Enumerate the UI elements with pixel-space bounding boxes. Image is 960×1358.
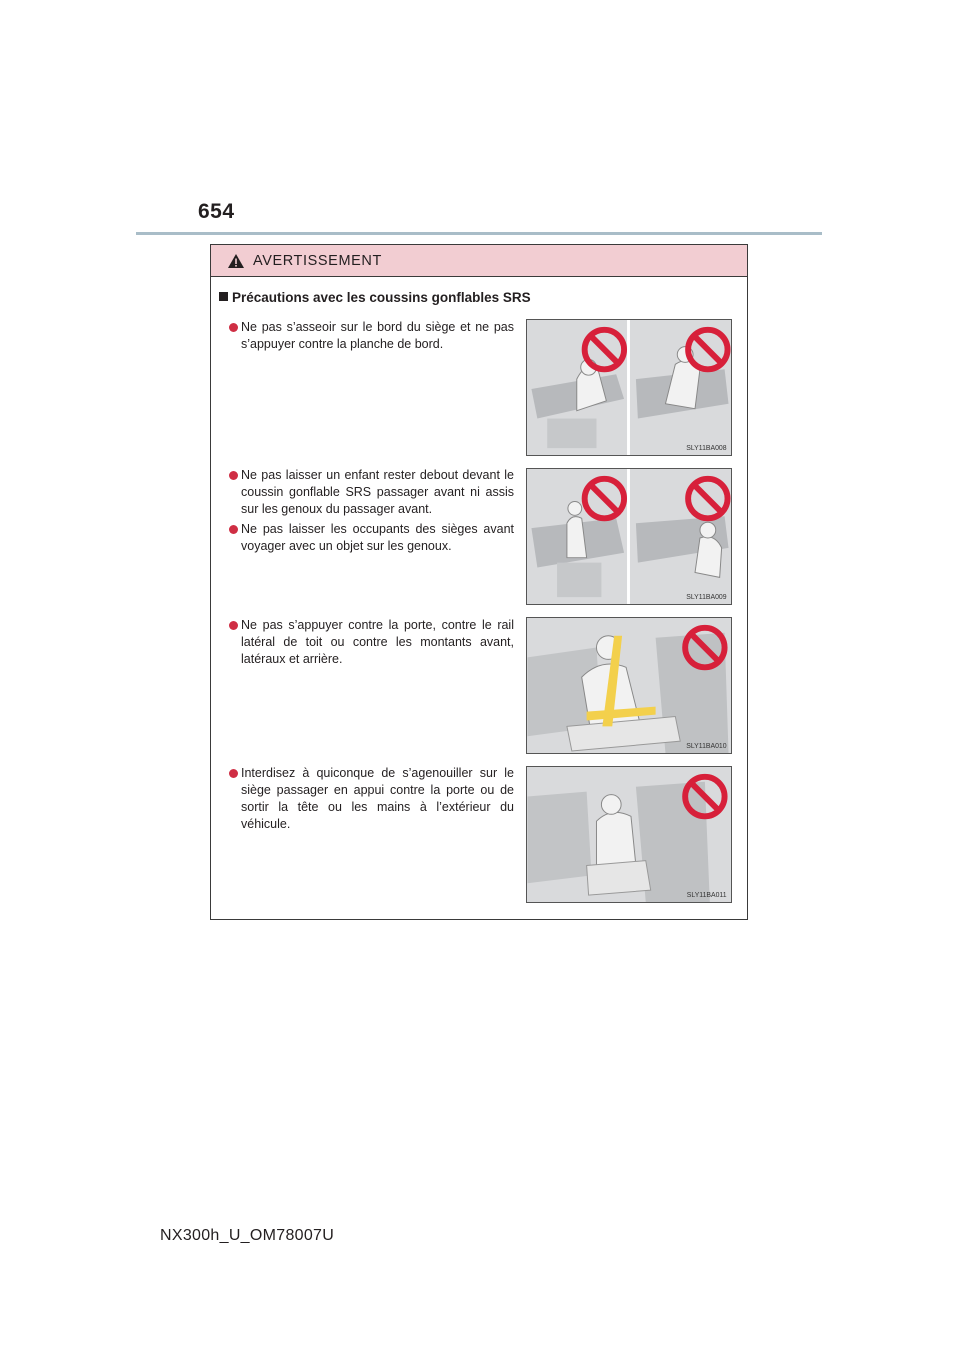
list-item — [229, 319, 514, 353]
illustration-image — [527, 469, 731, 604]
warning-box — [210, 244, 748, 920]
bullet-icon — [229, 621, 238, 630]
item-text: Interdisez à quiconque de s’agenouiller sur le siège passager en appui contre la porte ou de sortir la tête ou les mains à l’extérieur du véhicule. — [241, 766, 514, 831]
section-title-text: Précautions avec les coussins gonflables SRS — [232, 290, 531, 305]
bullet-icon — [229, 471, 238, 480]
list-item — [229, 617, 514, 668]
section-title — [219, 290, 531, 305]
list-item — [229, 765, 514, 833]
warning-triangle-icon — [227, 253, 245, 269]
illustration-leaning-dashboard — [526, 319, 732, 456]
list-item — [229, 467, 514, 518]
bullet-icon — [229, 769, 238, 778]
square-bullet-icon — [219, 292, 228, 301]
list-item — [229, 521, 514, 555]
illustration-leaning-door — [526, 617, 732, 754]
item-text: Ne pas laisser un enfant rester debout devant le coussin gonflable SRS passager avant ni assis sur les genoux du passager avant. — [241, 468, 514, 516]
illustration-child-standing — [526, 468, 732, 605]
illustration-kneeling-seat — [526, 766, 732, 903]
illustration-code: SLY11BA010 — [686, 743, 727, 751]
item-text: Ne pas laisser les occupants des sièges avant voyager avec un objet sur les genoux. — [241, 522, 514, 553]
illustration-code: SLY11BA011 — [686, 892, 727, 900]
header-rule — [136, 232, 822, 235]
illustration-image — [527, 618, 731, 753]
page-number: 654 — [198, 200, 235, 223]
warning-title: AVERTISSEMENT — [253, 252, 382, 269]
item-text: Ne pas s’appuyer contre la porte, contre le rail latéral de toit ou contre les montants avant, latéraux et arrière. — [241, 618, 514, 666]
illustration-code: SLY11BA008 — [686, 445, 727, 453]
illustration-image — [527, 767, 731, 902]
item-text: Ne pas s’asseoir sur le bord du siège et ne pas s’appuyer contre la planche de bord. — [241, 320, 514, 351]
illustration-code: SLY11BA009 — [686, 594, 727, 602]
bullet-icon — [229, 323, 238, 332]
warning-header — [211, 245, 747, 277]
document-code: NX300h_U_OM78007U — [160, 1227, 335, 1244]
bullet-icon — [229, 525, 238, 534]
illustration-image — [527, 320, 731, 455]
